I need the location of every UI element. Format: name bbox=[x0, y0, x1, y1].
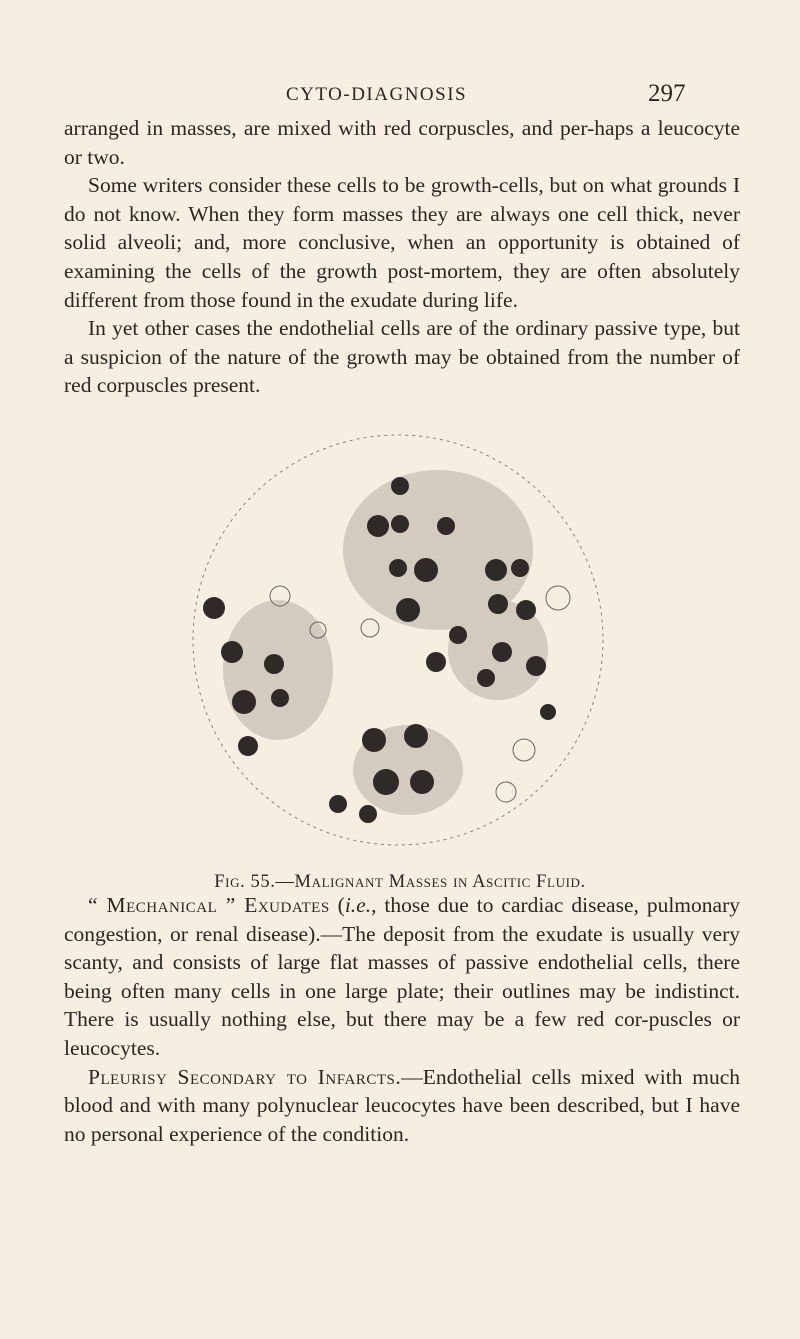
microscope-field-illustration bbox=[168, 420, 628, 860]
paragraph-4-paren: ( bbox=[329, 893, 345, 917]
paragraph-4-text: , those due to cardiac disease, pulmonary congestion, or renal disease).—The deposit from the exudate is usually very scanty, and consists of large flat masses of passive endothelial cells, there being often many cells in one large plate; their outlines may be indistinct. There is usually nothing else, but there may be a few red cor-puscles or leucocytes. bbox=[64, 893, 740, 1060]
running-head: CYTO-DIAGNOSIS bbox=[286, 84, 468, 105]
section-heading-pleurisy: Pleurisy Secondary to Infarcts. bbox=[88, 1064, 402, 1089]
page-number: 297 bbox=[648, 80, 686, 107]
body-text-top bbox=[64, 114, 740, 400]
figure-label: Fig. 55. bbox=[214, 872, 276, 892]
figure-title: —Malignant Masses in Ascitic Fluid. bbox=[275, 872, 586, 892]
paragraph-4-ie: i.e. bbox=[344, 893, 372, 917]
paragraph-1: arranged in masses, are mixed with red corpuscles, and per-haps a leucocyte or two. bbox=[64, 116, 740, 169]
paragraph-2: Some writers consider these cells to be growth-cells, but on what grounds I do not know. When they form masses they are always one cell thick, never solid alveoli; and, more conclusive, when an opportunity is obtained of examining the cells of the growth post-mortem, they are often absolutely different from those found in the exudate during life. bbox=[64, 173, 740, 312]
paragraph-5-text: —Endothelial cells mixed with much blood and with many polynuclear leucocytes have been described, but I have no personal experience of the condition. bbox=[64, 1064, 741, 1146]
paragraph-3: In yet other cases the endothelial cells are of the ordinary passive type, but a suspicion of the nature of the growth may be obtained from the number of red corpuscles present. bbox=[64, 316, 740, 398]
body-text-bottom bbox=[64, 891, 740, 1148]
paragraph-4 bbox=[64, 891, 740, 1063]
figure-caption bbox=[0, 872, 800, 893]
figure-microscope-field bbox=[168, 420, 628, 860]
paragraph-5 bbox=[64, 1063, 740, 1149]
section-heading-mechanical-exudates: “ Mechanical ” Exudates bbox=[88, 893, 330, 917]
page-header bbox=[0, 80, 800, 114]
